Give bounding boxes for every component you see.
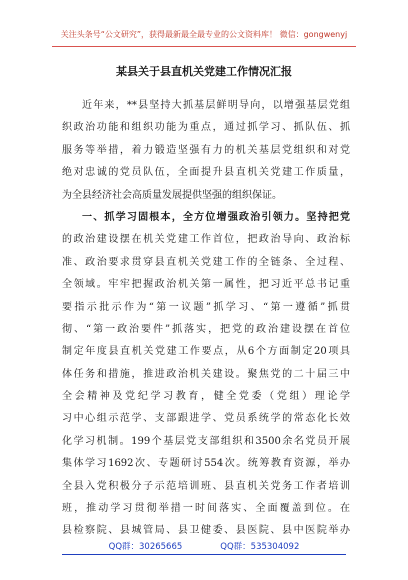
footer-divider (62, 554, 346, 555)
paragraph-line: 彻、“第一政治要件”抓落实，把党的政治建设摆在首位 (62, 323, 350, 335)
paragraph-line: 制定年度县直机关党建工作要点，从6个方面制定20项具 (62, 346, 350, 358)
paragraph-line: 班，推动学习贯彻举措一时间落实、全面覆盖到位。在 (62, 503, 350, 515)
paragraph-line: 的政治建设摆在机关党建工作首位，把政治导向、政治标 (62, 234, 350, 246)
paragraph-line: 全领域。牢牢把握政治机关第一属性，把习近平总书记重 (62, 279, 350, 291)
qq-group-2: QQ群：535304092 (220, 542, 300, 552)
paragraph-line: 服务等举措，着力锻造坚强有力的机关基层党组织和对党 (62, 144, 350, 156)
paragraph-line: 体任务和措施，推进政治机关建设。聚焦党的二十届三中 (62, 368, 350, 380)
paragraph-line: 为全县经济社会高质量发展提供坚强的组织保证。 (62, 189, 282, 201)
paragraph-line: 要指示批示作为“第一议题”抓学习、“第一遵循”抓贯 (62, 301, 350, 313)
qq-group-1: QQ群：30265665 (108, 542, 183, 552)
paragraph-line: 全县入党积极分子示范培训班、县直机关党务工作者培训 (62, 480, 350, 492)
document-body (62, 95, 350, 543)
paragraph-line: 习中心组示范学、支部跟进学、党员系统学的常态化长效 (62, 413, 350, 425)
document-title: 某县关于县直机关党建工作情况汇报 (116, 65, 292, 78)
paragraph-line: 准、政治要求贯穿县直机关党建工作的全链条、全过程、 (62, 256, 350, 268)
paragraph-line: 化学习机制。199个基层党支部组织和3500余名党员开展 (62, 435, 350, 447)
section-heading-line: 一、抓学习固根本，全方位增强政治引领力。坚持把党 (82, 211, 350, 223)
header-divider (52, 46, 356, 47)
paragraph-line: 全会精神及党纪学习教育，健全党委（党组）理论学 (62, 391, 350, 403)
paragraph-line: 县检察院、县城管局、县卫健委、县医院、县中医院举办 (62, 525, 350, 537)
footer-contacts (0, 540, 408, 552)
paragraph-line: 织政治功能和组织功能为重点，通过抓学习、抓队伍、抓 (62, 122, 350, 134)
paragraph-line: 集体学习1692次、专题研讨554次。统筹教育资源，举办 (62, 458, 350, 470)
paragraph-line: 绝对忠诚的党员队伍，全面提升县直机关党建工作质量， (62, 167, 350, 179)
header-notice: 关注头条号“公文研究”，获得最新最全最专业的公文资料库！ 微信：gongwenyj (60, 30, 348, 39)
paragraph-line: 近年来，**县坚持大抓基层鲜明导向，以增强基层党组 (82, 100, 350, 111)
